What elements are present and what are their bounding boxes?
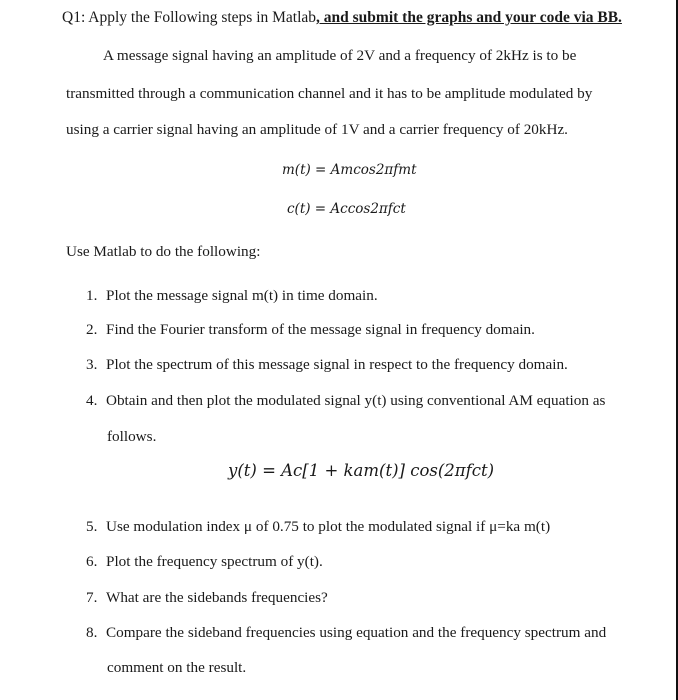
list-number: 6. <box>86 553 98 570</box>
list-text: Plot the message signal m(t) in time domain. <box>106 287 378 304</box>
question-title <box>62 9 622 27</box>
list-text: Obtain and then plot the modulated signal y(t) using conventional AM equation as <box>106 392 606 409</box>
equation-modulated-text: y(t) = Ac[1 + kam(t)] cos(2πfct) <box>228 461 495 480</box>
equation-message-text: m(t) = Amcos2πfmt <box>282 162 417 178</box>
equation-message <box>282 162 417 178</box>
list-text: Use modulation index μ of 0.75 to plot the modulated signal if μ=ka m(t) <box>106 518 551 535</box>
list-item-continuation: follows. <box>107 428 157 445</box>
list-item <box>86 321 535 339</box>
intro-line-3: using a carrier signal having an amplitude of 1V and a carrier frequency of 20kHz. <box>66 121 568 138</box>
list-text: Plot the spectrum of this message signal in respect to the frequency domain. <box>106 356 568 373</box>
list-number: 3. <box>86 356 98 373</box>
list-item <box>86 392 605 410</box>
list-text: Find the Fourier transform of the message signal in frequency domain. <box>106 321 535 338</box>
list-number: 1. <box>86 287 98 304</box>
list-item <box>86 287 378 305</box>
question-prefix: Q1: Apply the Following steps in Matlab <box>62 9 317 26</box>
list-item-continuation: comment on the result. <box>107 659 247 676</box>
list-item <box>86 518 550 536</box>
equation-carrier <box>287 201 406 217</box>
list-item <box>86 356 568 374</box>
list-number: 4. <box>86 392 98 409</box>
equation-carrier-text: c(t) = Accos2πfct <box>287 201 406 217</box>
list-item <box>86 553 323 571</box>
intro-line-2: transmitted through a communication channel and it has to be amplitude modulated by <box>66 85 593 102</box>
list-text: What are the sidebands frequencies? <box>106 589 328 606</box>
list-number: 2. <box>86 321 98 338</box>
list-number: 8. <box>86 624 98 641</box>
use-heading: Use Matlab to do the following: <box>66 243 261 260</box>
list-number: 5. <box>86 518 98 535</box>
list-item <box>86 624 606 642</box>
question-emphasis: , and submit the graphs and your code via BB. <box>316 9 622 26</box>
list-text: Compare the sideband frequencies using equation and the frequency spectrum and <box>106 624 607 641</box>
intro-line-1: A message signal having an amplitude of 2V and a frequency of 2kHz is to be <box>103 47 577 64</box>
equation-modulated <box>228 461 494 480</box>
list-item <box>86 589 328 607</box>
list-number: 7. <box>86 589 98 606</box>
list-text: Plot the frequency spectrum of y(t). <box>106 553 323 570</box>
